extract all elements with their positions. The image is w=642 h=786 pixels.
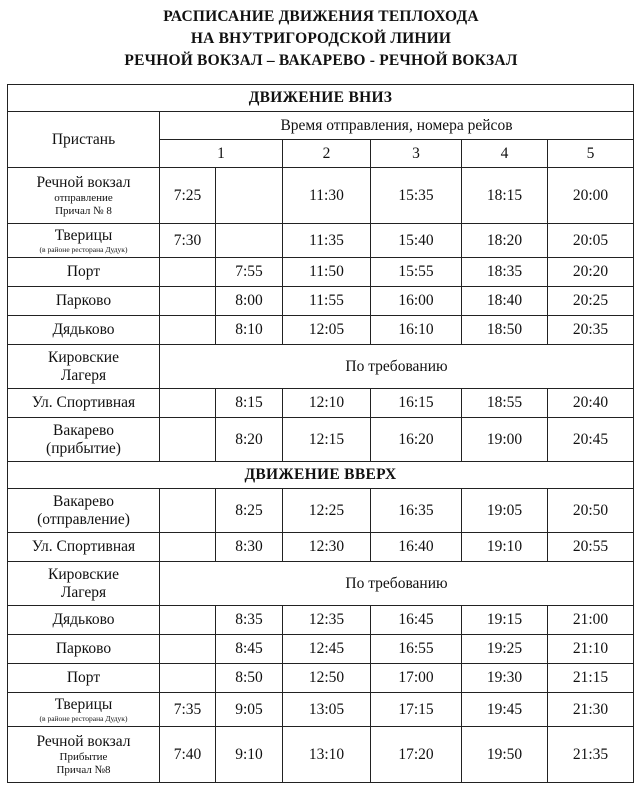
departure-time: 7:25	[160, 168, 216, 224]
trip-number: 2	[283, 140, 371, 168]
departure-time	[160, 635, 216, 664]
departure-time: 20:40	[548, 389, 634, 418]
departure-time: 7:55	[216, 258, 283, 287]
pier-note: Прибытие	[59, 750, 108, 763]
table-row	[8, 693, 634, 727]
departure-time: 8:45	[216, 635, 283, 664]
departure-time: 21:30	[548, 693, 634, 727]
departure-time: 8:15	[216, 389, 283, 418]
departure-time: 21:15	[548, 664, 634, 693]
departure-time: 12:05	[283, 316, 371, 345]
departure-time: 9:05	[216, 693, 283, 727]
departure-time	[160, 287, 216, 316]
departure-time	[216, 224, 283, 258]
pier-name: Тверицы	[54, 695, 113, 713]
departure-time: 20:00	[548, 168, 634, 224]
departure-time: 20:35	[548, 316, 634, 345]
departure-time: 20:45	[548, 418, 634, 462]
departure-time	[160, 606, 216, 635]
departure-time: 16:40	[371, 533, 462, 562]
departure-time: 20:25	[548, 287, 634, 316]
table-row	[8, 258, 634, 287]
departure-time: 19:05	[462, 489, 548, 533]
departure-time: 19:30	[462, 664, 548, 693]
section-up-title: ДВИЖЕНИЕ ВВЕРХ	[8, 462, 634, 489]
departure-time: 11:50	[283, 258, 371, 287]
departure-time: 9:10	[216, 727, 283, 783]
departure-time: 11:35	[283, 224, 371, 258]
departure-time: 8:10	[216, 316, 283, 345]
pier-name: Речной вокзал	[36, 732, 131, 750]
departure-time: 18:20	[462, 224, 548, 258]
pier-name-cell	[8, 224, 160, 258]
departure-time: 19:50	[462, 727, 548, 783]
pier-name-cell	[8, 168, 160, 224]
table-row	[8, 533, 634, 562]
trip-number: 3	[371, 140, 462, 168]
pier-location-note: (в районе ресторана Дудук)	[39, 244, 128, 254]
pier-name-cell	[8, 489, 160, 533]
header-row	[8, 112, 634, 140]
departure-time: 19:10	[462, 533, 548, 562]
on-demand-cell: По требованию	[160, 562, 634, 606]
pier-name: Вакарево	[53, 492, 114, 510]
trip-number: 4	[462, 140, 548, 168]
departure-time: 12:45	[283, 635, 371, 664]
departure-time: 16:10	[371, 316, 462, 345]
schedule-table	[7, 84, 634, 783]
pier-name-cell	[8, 635, 160, 664]
departure-time: 19:15	[462, 606, 548, 635]
table-row	[8, 489, 634, 533]
departure-time: 12:30	[283, 533, 371, 562]
departure-time: 16:20	[371, 418, 462, 462]
pier-name-cell	[8, 345, 160, 389]
departure-time: 16:45	[371, 606, 462, 635]
pier-name-cell	[8, 693, 160, 727]
departure-time	[160, 489, 216, 533]
on-demand-cell: По требованию	[160, 345, 634, 389]
pier-name-line-2: Лагеря	[60, 583, 107, 601]
pier-name: Тверицы	[54, 226, 113, 244]
pier-name-line-2: Лагеря	[60, 366, 107, 384]
departure-time: 18:15	[462, 168, 548, 224]
departure-time: 19:45	[462, 693, 548, 727]
departure-time	[160, 389, 216, 418]
departure-time	[160, 418, 216, 462]
pier-name-cell	[8, 533, 160, 562]
table-row	[8, 418, 634, 462]
departure-time: 12:25	[283, 489, 371, 533]
departure-time: 7:35	[160, 693, 216, 727]
section-up-header	[8, 462, 634, 489]
pier-name: Кировские	[48, 348, 119, 366]
departure-time	[216, 168, 283, 224]
departure-time: 16:35	[371, 489, 462, 533]
departure-time: 12:50	[283, 664, 371, 693]
departure-time: 15:40	[371, 224, 462, 258]
pier-name: Ул. Спортивная	[31, 394, 136, 411]
departure-time	[160, 533, 216, 562]
departure-time: 8:20	[216, 418, 283, 462]
pier-name: Дядьково	[52, 611, 115, 628]
pier-name: Порт	[66, 669, 101, 686]
pier-name: Вакарево	[53, 421, 114, 439]
pier-name-cell	[8, 316, 160, 345]
pier-name-line-2: (прибытие)	[46, 439, 121, 457]
departure-time: 13:05	[283, 693, 371, 727]
departure-time: 17:20	[371, 727, 462, 783]
departure-time: 12:35	[283, 606, 371, 635]
section-down-title: ДВИЖЕНИЕ ВНИЗ	[8, 85, 634, 112]
pier-name-cell	[8, 389, 160, 418]
departure-time: 19:25	[462, 635, 548, 664]
departure-time: 13:10	[283, 727, 371, 783]
pier-name-cell	[8, 562, 160, 606]
departure-time: 12:15	[283, 418, 371, 462]
pier-name: Кировские	[48, 565, 119, 583]
pier-name-cell	[8, 727, 160, 783]
pier-name: Порт	[66, 263, 101, 280]
departure-time: 20:05	[548, 224, 634, 258]
pier-name: Ул. Спортивная	[31, 538, 136, 555]
title-line-2: НА ВНУТРИГОРОДСКОЙ ЛИНИИ	[190, 30, 452, 47]
table-row	[8, 606, 634, 635]
pier-name-cell	[8, 287, 160, 316]
table-row	[8, 664, 634, 693]
departure-time: 21:00	[548, 606, 634, 635]
departure-time: 17:15	[371, 693, 462, 727]
pier-name-cell	[8, 418, 160, 462]
departure-time	[160, 664, 216, 693]
departure-time: 8:00	[216, 287, 283, 316]
departure-time: 16:00	[371, 287, 462, 316]
times-header: Время отправления, номера рейсов	[160, 112, 634, 140]
pier-name-cell	[8, 258, 160, 287]
departure-time: 19:00	[462, 418, 548, 462]
pier-name: Парково	[55, 640, 112, 657]
table-row	[8, 316, 634, 345]
departure-time: 21:10	[548, 635, 634, 664]
table-row	[8, 224, 634, 258]
pier-name-cell	[8, 606, 160, 635]
pier-name: Речной вокзал	[36, 173, 131, 191]
pier-berth: Причал №8	[56, 763, 111, 776]
pier-name-cell	[8, 664, 160, 693]
departure-time: 8:30	[216, 533, 283, 562]
departure-time: 15:55	[371, 258, 462, 287]
pier-name-line-2: (отправление)	[37, 510, 130, 528]
departure-time	[160, 316, 216, 345]
departure-time: 20:20	[548, 258, 634, 287]
pier-note: отправление	[54, 191, 113, 204]
title-line-3: РЕЧНОЙ ВОКЗАЛ – ВАКАРЕВО - РЕЧНОЙ ВОКЗАЛ	[124, 52, 518, 69]
pier-header: Пристань	[8, 112, 160, 168]
table-row	[8, 287, 634, 316]
title-line-1: РАСПИСАНИЕ ДВИЖЕНИЯ ТЕПЛОХОДА	[163, 8, 479, 25]
table-row	[8, 345, 634, 389]
departure-time: 8:35	[216, 606, 283, 635]
table-row	[8, 562, 634, 606]
pier-name: Парково	[55, 292, 112, 309]
departure-time: 21:35	[548, 727, 634, 783]
table-row	[8, 168, 634, 224]
departure-time: 11:55	[283, 287, 371, 316]
pier-berth: Причал № 8	[55, 204, 112, 217]
departure-time: 12:10	[283, 389, 371, 418]
departure-time	[160, 258, 216, 287]
departure-time: 20:50	[548, 489, 634, 533]
departure-time: 18:35	[462, 258, 548, 287]
departure-time: 20:55	[548, 533, 634, 562]
departure-time: 18:55	[462, 389, 548, 418]
pier-name: Дядьково	[52, 321, 115, 338]
table-row	[8, 635, 634, 664]
section-down-header	[8, 85, 634, 112]
pier-location-note: (в районе ресторана Дудук)	[39, 713, 128, 723]
departure-time: 18:40	[462, 287, 548, 316]
departure-time: 11:30	[283, 168, 371, 224]
trip-number: 1	[160, 140, 283, 168]
departure-time: 7:30	[160, 224, 216, 258]
departure-time: 15:35	[371, 168, 462, 224]
departure-time: 7:40	[160, 727, 216, 783]
departure-time: 8:25	[216, 489, 283, 533]
departure-time: 17:00	[371, 664, 462, 693]
departure-time: 8:50	[216, 664, 283, 693]
departure-time: 18:50	[462, 316, 548, 345]
departure-time: 16:15	[371, 389, 462, 418]
trip-number: 5	[548, 140, 634, 168]
table-row	[8, 727, 634, 783]
departure-time: 16:55	[371, 635, 462, 664]
table-row	[8, 389, 634, 418]
